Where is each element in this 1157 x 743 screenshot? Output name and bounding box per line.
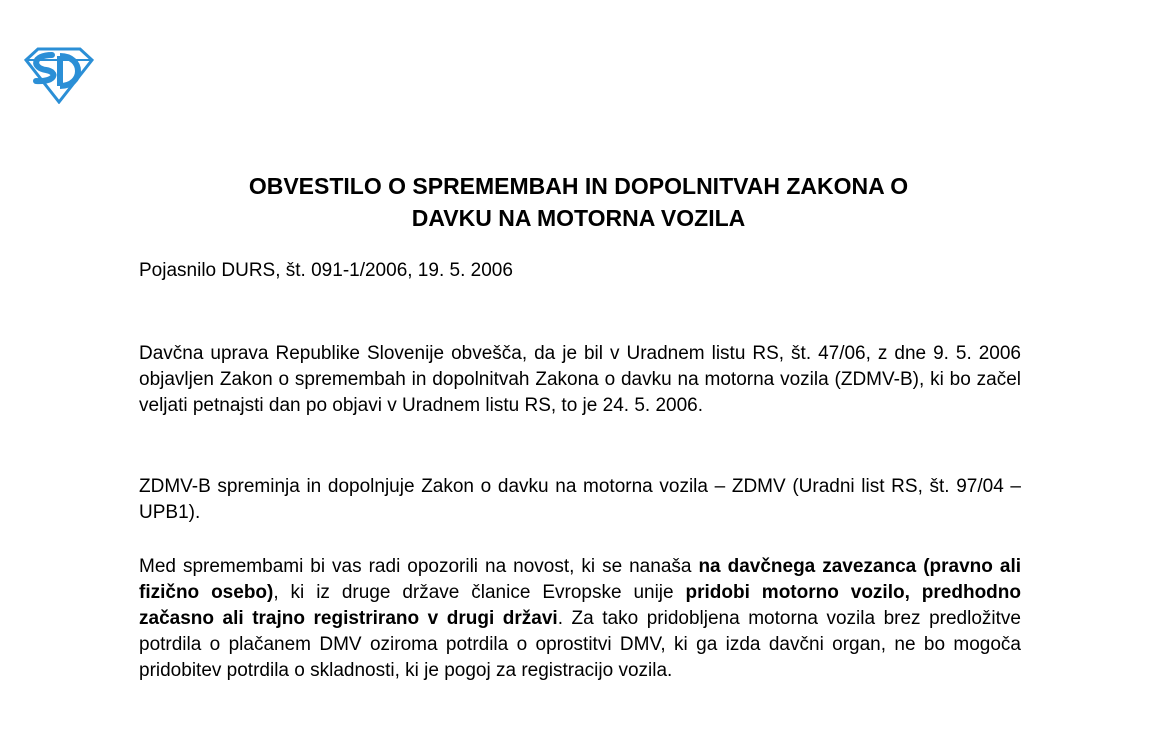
paragraph-3-text-1: Med spremembami bi vas radi opozorili na novost, ki se nanaša (139, 556, 699, 577)
sd-diamond-logo-icon (22, 46, 96, 104)
paragraph-2: ZDMV-B spreminja in dopolnjuje Zakon o davku na motorna vozila – ZDMV (Uradni list RS, št. 97/04 – UPB1). (139, 476, 1021, 523)
title-line-1: OBVESTILO O SPREMEMBAH IN DOPOLNITVAH ZAKONA O (248, 173, 909, 199)
reference-line: Pojasnilo DURS, št. 091-1/2006, 19. 5. 2006 (139, 260, 513, 281)
paragraph-3 (139, 554, 1021, 684)
paragraph-3-bold-2: pridobi motorno vozilo, predhodno začasno ali trajno registrirano v drugi državi (139, 582, 1021, 629)
paragraph-1: Davčna uprava Republike Slovenije obvešča, da je bil v Uradnem listu RS, št. 47/06, z dne 9. 5. 2006 objavljen Zakon o spremembah in dopolnitvah Zakona o davku na motorna vozila (ZDMV-B), ki bo začel veljati petnajsti dan po objavi v Uradnem listu RS, to je 24. 5. 2006. (139, 343, 1021, 416)
paragraph-3-text-3: . Za tako pridobljena motorna vozila brez predložitve potrdila o plačanem DMV oziroma potrdila o oprostitvi DMV, ki ga izda davčni organ, ne bo mogoča pridobitev potrdila o skladnosti, ki je pogoj za registracijo vozila. (139, 608, 1021, 681)
title-line-2: DAVKU NA MOTORNA VOZILA (411, 205, 746, 231)
paragraph-3-text-2: , ki iz druge države članice Evropske unije (273, 582, 686, 603)
paragraph-3-bold-1: na davčnega zavezanca (pravno ali fizično osebo) (139, 556, 1021, 603)
sd-logo (22, 46, 96, 104)
document-title (0, 170, 1157, 234)
